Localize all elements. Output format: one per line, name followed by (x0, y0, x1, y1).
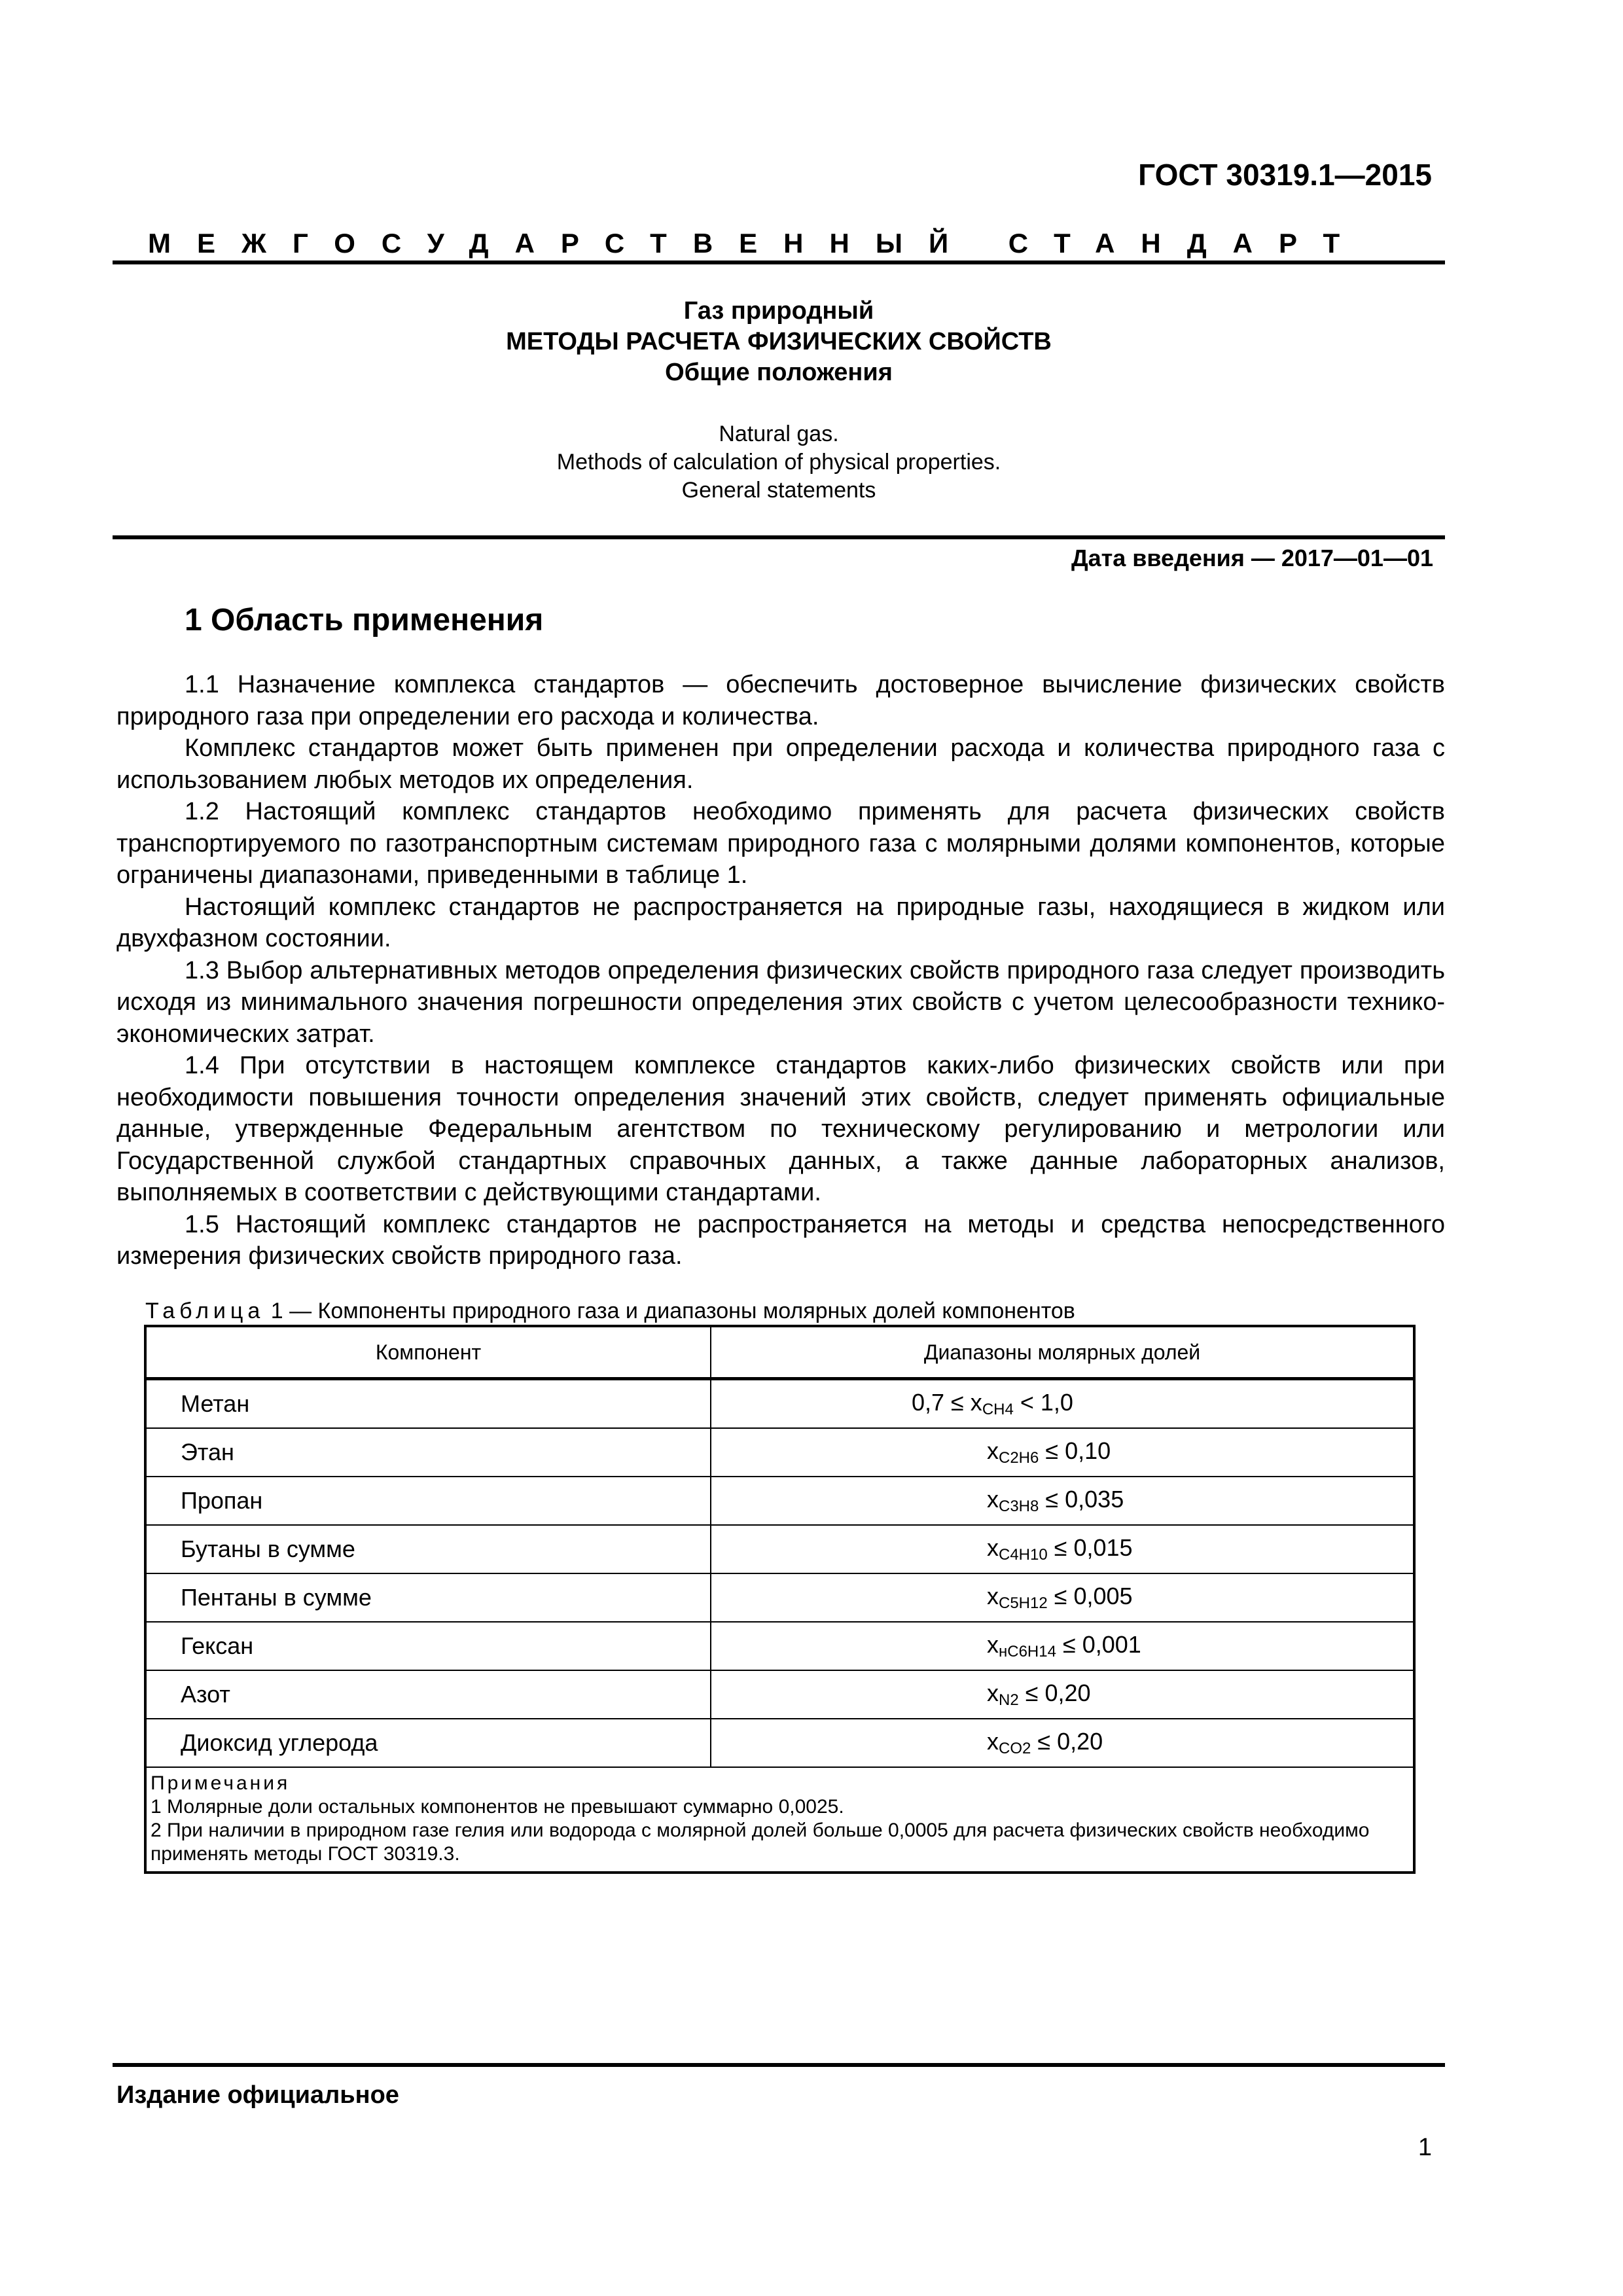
range-prefix: x (987, 1534, 999, 1561)
range-prefix: 0,7 ≤ x (912, 1389, 982, 1416)
component-range (711, 1379, 1414, 1429)
table-row (145, 1670, 1414, 1719)
range-suffix: ≤ 0,10 (1039, 1437, 1111, 1464)
range-prefix: x (987, 1728, 999, 1755)
introduction-date: Дата введения — 2017—01—01 (1071, 545, 1433, 571)
range-subscript: C4H10 (999, 1546, 1048, 1564)
range-suffix: ≤ 0,20 (1018, 1679, 1091, 1706)
component-range (711, 1670, 1414, 1719)
component-range (711, 1719, 1414, 1767)
title-en-line2: Methods of calculation of physical properties. (556, 450, 1001, 475)
range-subscript: CH4 (982, 1401, 1014, 1418)
component-name: Гексан (145, 1622, 711, 1670)
edition-label: Издание официальное (116, 2081, 399, 2109)
title-ru-line1: Газ природный (683, 297, 874, 325)
paragraph-1-1: 1.1 Назначение комплекса стандартов — обеспечить достоверное вычисление физических свойств природного газа при определении его расхода и количества. (116, 671, 1445, 730)
range-suffix: ≤ 0,035 (1039, 1486, 1124, 1513)
component-name: Диоксид углерода (145, 1719, 711, 1767)
range-prefix: x (987, 1486, 999, 1513)
table-row (145, 1525, 1414, 1573)
section-heading: 1 Область применения (185, 603, 544, 637)
component-range (711, 1525, 1414, 1573)
component-range (711, 1477, 1414, 1525)
range-suffix: ≤ 0,20 (1031, 1728, 1103, 1755)
range-subscript: C3H8 (999, 1498, 1039, 1515)
range-prefix: x (987, 1679, 999, 1706)
note-2: 2 При наличии в природном газе гелия или водорода с молярной долей больше 0,0005 для расчета физических свойств необходимо применять методы ГОСТ 30319.3. (151, 1820, 1370, 1865)
document-number: ГОСТ 30319.1—2015 (1138, 158, 1432, 192)
table-row (145, 1622, 1414, 1670)
paragraph-1-4: 1.4 При отсутствии в настоящем комплексе стандартов каких-либо физических свойств или при необходимости повышения точности определения значений этих свойств, следует применять официальные данные, утвержденные Федеральным агентством по техническому регулированию и метрологии или Государственной службой стандартных справочных данных, а также данные лабораторных анализов, выполняемых в соответствии с действующими стандартами. (116, 1052, 1445, 1206)
page-number: 1 (1418, 2134, 1432, 2161)
column-header-range: Диапазоны молярных долей (711, 1326, 1414, 1379)
range-prefix: x (987, 1583, 999, 1609)
range-subscript: C2H6 (999, 1449, 1039, 1467)
table-row (145, 1477, 1414, 1525)
title-russian (113, 296, 1445, 388)
title-english (113, 420, 1445, 505)
range-subscript: N2 (999, 1691, 1019, 1709)
component-range (711, 1573, 1414, 1622)
paragraph-1-5: 1.5 Настоящий комплекс стандартов не распространяется на методы и средства непосредственного измерения физических свойств природного газа. (116, 1210, 1445, 1270)
table-row (145, 1379, 1414, 1429)
title-ru-line2: МЕТОДЫ РАСЧЕТА ФИЗИЧЕСКИХ СВОЙСТВ (506, 328, 1052, 355)
range-prefix: x (987, 1631, 999, 1658)
interstate-standard-label: МЕЖГОСУДАРСТВЕННЫЙ СТАНДАРТ (148, 228, 1366, 259)
component-name: Пропан (145, 1477, 711, 1525)
component-range (711, 1622, 1414, 1670)
component-name: Пентаны в сумме (145, 1573, 711, 1622)
range-subscript: C5H12 (999, 1594, 1048, 1612)
column-header-component: Компонент (145, 1326, 711, 1379)
note-1: 1 Молярные доли остальных компонентов не превышают суммарно 0,0025. (151, 1796, 844, 1818)
title-divider (113, 535, 1445, 539)
title-en-line1: Natural gas. (719, 422, 839, 446)
range-suffix: < 1,0 (1013, 1389, 1073, 1416)
section-body (116, 669, 1445, 1272)
table-caption (145, 1299, 1075, 1324)
range-subscript: CO2 (999, 1740, 1031, 1757)
footer-divider (113, 2063, 1445, 2067)
table-notes-row (145, 1767, 1414, 1873)
table-row (145, 1573, 1414, 1622)
paragraph-1-1-b: Комплекс стандартов может быть применен при определении расхода и количества природного газа с использованием любых методов их определения. (116, 734, 1445, 794)
component-name: Метан (145, 1379, 711, 1429)
component-name: Этан (145, 1428, 711, 1477)
notes-title: Примечания (151, 1772, 291, 1794)
range-suffix: ≤ 0,001 (1056, 1631, 1141, 1658)
components-table (144, 1325, 1416, 1874)
table-header-row (145, 1326, 1414, 1379)
table-row (145, 1428, 1414, 1477)
component-range (711, 1428, 1414, 1477)
component-name: Азот (145, 1670, 711, 1719)
table-notes (145, 1767, 1414, 1873)
title-ru-line3: Общие положения (665, 359, 893, 386)
paragraph-1-2-b: Настоящий комплекс стандартов не распространяется на природные газы, находящиеся в жидком или двухфазном состоянии. (116, 893, 1445, 952)
table-caption-word: Таблица (145, 1299, 265, 1323)
paragraph-1-2: 1.2 Настоящий комплекс стандартов необходимо применять для расчета физических свойств транспортируемого по газотранспортным системам природного газа с молярными долями компонентов, которые ограничены диапазонами, приведенными в таблице 1. (116, 798, 1445, 889)
header-divider (113, 260, 1445, 264)
range-subscript: нC6H14 (999, 1643, 1056, 1660)
table-row (145, 1719, 1414, 1767)
component-name: Бутаны в сумме (145, 1525, 711, 1573)
table-caption-text: 1 — Компоненты природного газа и диапазоны молярных долей компонентов (264, 1299, 1075, 1323)
title-en-line3: General statements (681, 478, 876, 503)
range-prefix: x (987, 1437, 999, 1464)
paragraph-1-3: 1.3 Выбор альтернативных методов определения физических свойств природного газа следует производить исходя из минимального значения погрешности определения этих свойств с учетом целесообразности технико-экономических затрат. (116, 956, 1445, 1048)
range-suffix: ≤ 0,015 (1047, 1534, 1133, 1561)
range-suffix: ≤ 0,005 (1047, 1583, 1133, 1609)
